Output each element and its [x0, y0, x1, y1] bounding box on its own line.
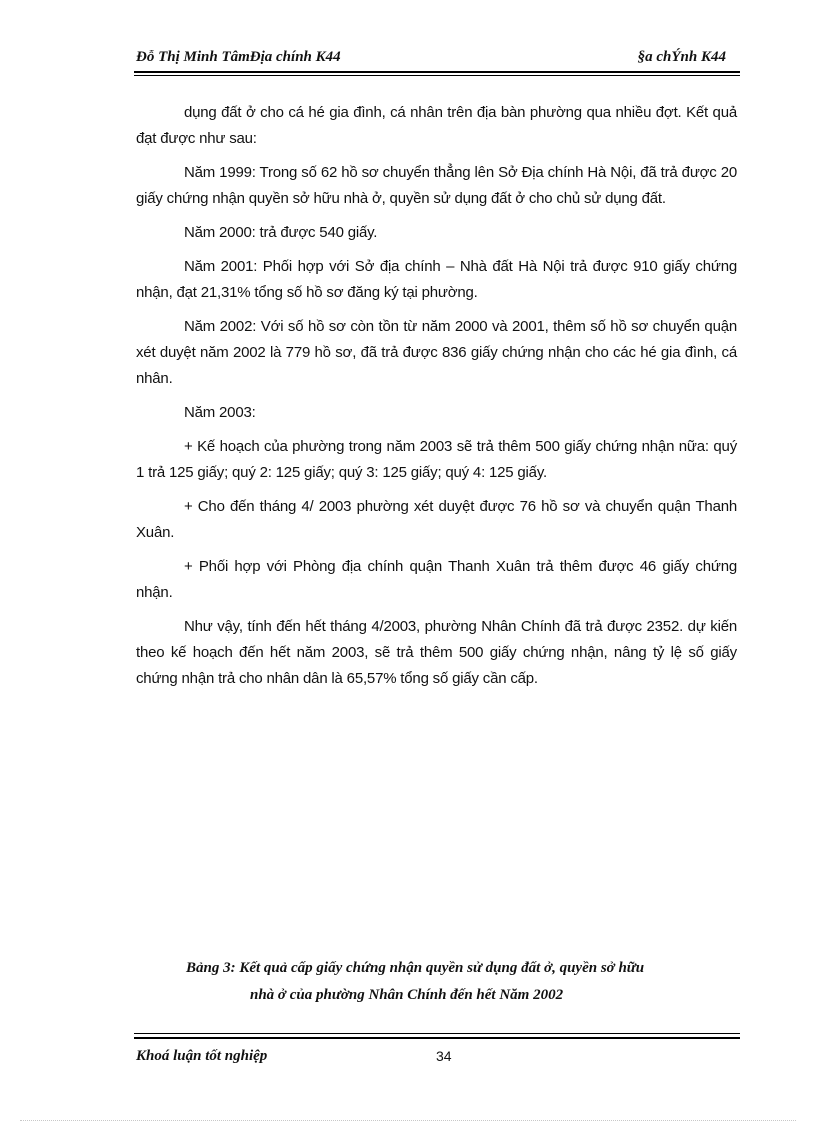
- footer-thesis-label: Khoá luận tốt nghiệp: [136, 1048, 268, 1064]
- footer-rule-thin: [134, 1033, 740, 1034]
- header-department: §a chÝnh K44: [637, 49, 726, 65]
- header-author-title: Đỗ Thị Minh TâmĐịa chính K44: [136, 49, 341, 65]
- table-caption-line-1: Bảng 3: Kết quả cấp giấy chứng nhận quyền sử dụng đất ở, quyền sở hữu: [186, 960, 645, 976]
- table-caption: [186, 955, 746, 1009]
- paragraph-2002: Năm 2002: Với số hồ sơ còn tồn từ năm 2000 và 2001, thêm số hồ sơ chuyển quận xét duyệt năm 2002 là 779 hồ sơ, đã trả được 836 giấy chứng nhận cho các hé gia đình, cá nhân.: [136, 318, 737, 387]
- footer-rule-thick: [134, 1037, 740, 1039]
- paragraph-2001: Năm 2001: Phối hợp với Sở địa chính – Nhà đất Hà Nội trả được 910 giấy chứng nhận, đạt 21,31% tổng số hồ sơ đăng ký tại phường.: [136, 258, 737, 301]
- header-rule-thick: [134, 71, 740, 73]
- paragraph-2003-plan: + Kế hoạch của phường trong năm 2003 sẽ trả thêm 500 giấy chứng nhận nữa: quý 1 trả 125 giấy; quý 2: 125 giấy; quý 3: 125 giấy; quý 4: 125 giấy.: [136, 438, 737, 481]
- table-caption-line-2: nhà ở của phường Nhân Chính đến hết Năm 2002: [250, 987, 564, 1003]
- paragraph-2003-review: + Cho đến tháng 4/ 2003 phường xét duyệt được 76 hồ sơ và chuyển quận Thanh Xuân.: [136, 498, 737, 541]
- page-edge-dotted-line: [20, 1120, 796, 1121]
- paragraph-intro: dụng đất ở cho cá hé gia đình, cá nhân trên địa bàn phường qua nhiều đợt. Kết quả đạt được như sau:: [136, 104, 737, 147]
- body-text: [136, 100, 737, 700]
- paragraph-summary: Như vậy, tính đến hết tháng 4/2003, phường Nhân Chính đã trả được 2352. dự kiến theo kế hoạch đến hết năm 2003, sẽ trả thêm 500 giấy chứng nhận, nâng tỷ lệ số giấy chứng nhận trả cho nhân dân là 65,57% tổng số giấy cần cấp.: [136, 618, 737, 687]
- page-number: 34: [436, 1048, 452, 1064]
- paragraph-2000: Năm 2000: trả được 540 giấy.: [184, 224, 378, 241]
- header-rule-thin: [134, 75, 740, 76]
- paragraph-1999: Năm 1999: Trong số 62 hồ sơ chuyển thẳng lên Sở Địa chính Hà Nội, đã trả được 20 giấy chứng nhận quyền sở hữu nhà ở, quyền sử dụng đất ở cho chủ sử dụng đất.: [136, 164, 737, 207]
- paragraph-2003-coordination: + Phối hợp với Phòng địa chính quận Thanh Xuân trả thêm được 46 giấy chứng nhận.: [136, 558, 737, 601]
- paragraph-2003-heading: Năm 2003:: [184, 404, 256, 421]
